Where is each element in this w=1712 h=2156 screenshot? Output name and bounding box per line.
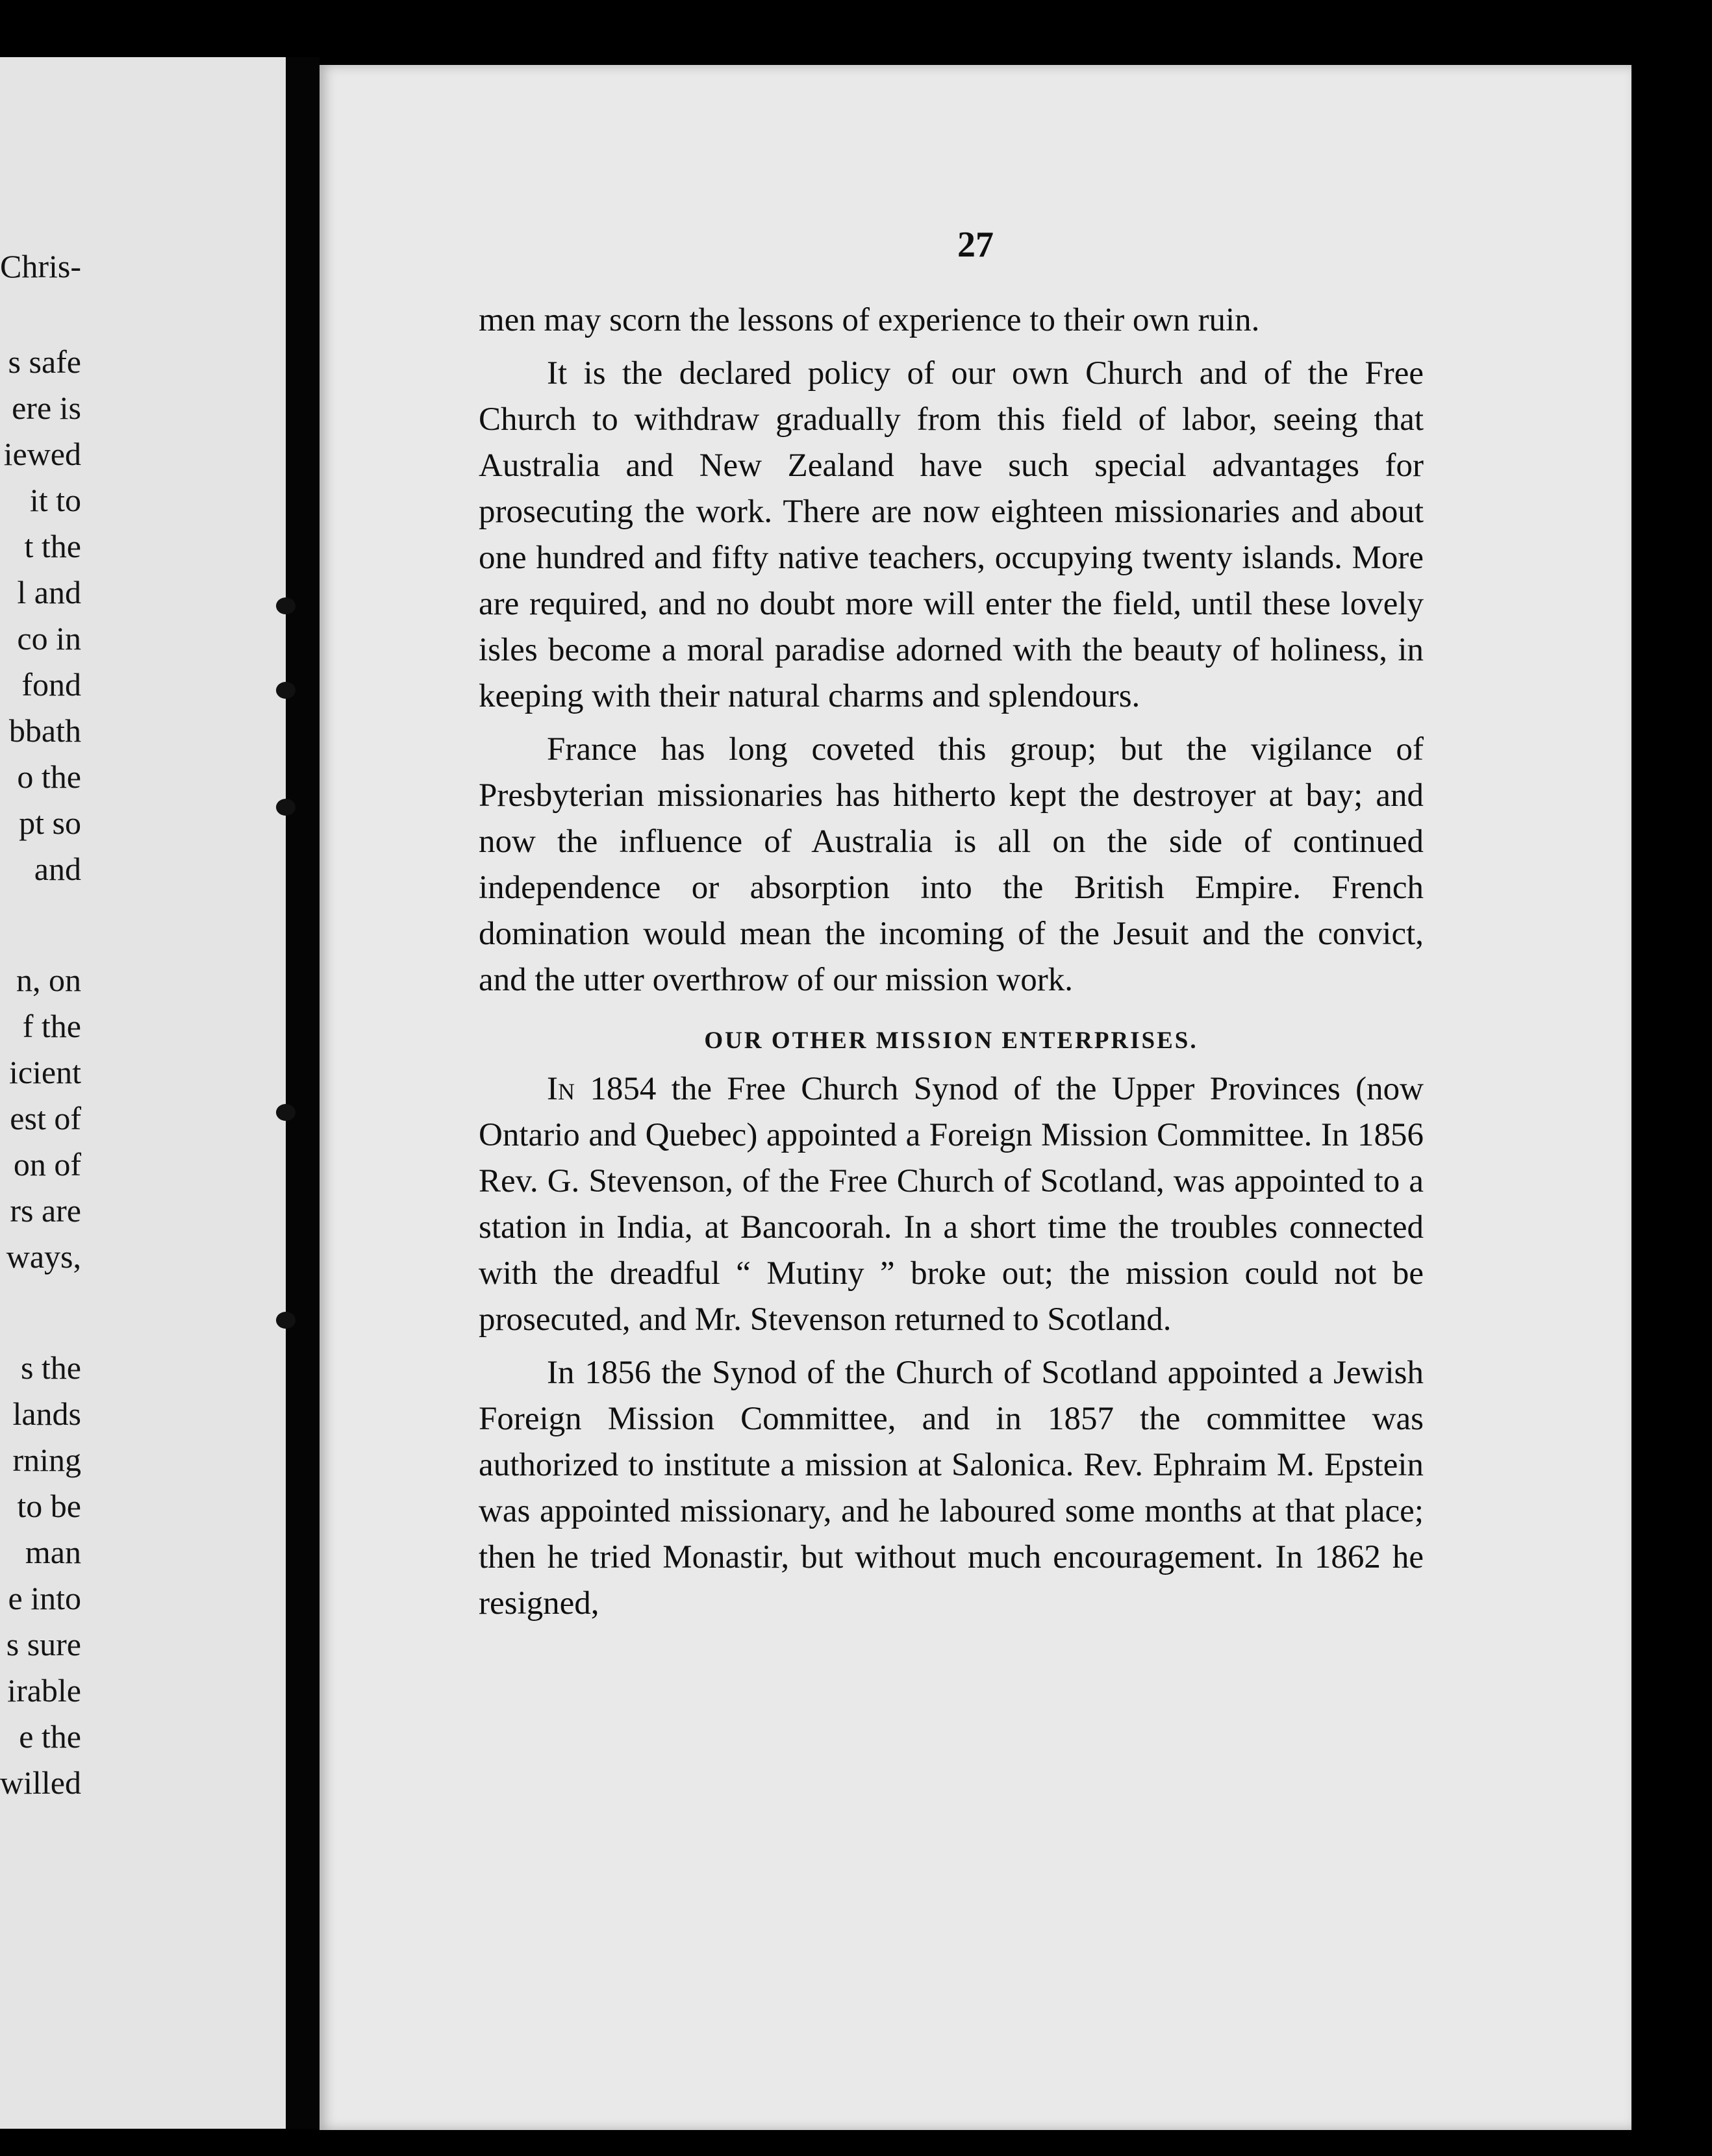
book-gutter [286,57,320,2129]
left-page-fragment: on of [13,1146,81,1183]
left-page-fragment: it to [29,482,81,518]
binding-clip [276,597,296,614]
paragraph-5: In 1856 the Synod of the Church of Scotland appointed a Jewish Foreign Mission Committee, and in 1857 the committee was authorized to institute a mission at Salonica. Rev. Ephraim M. Epstein was appointed missionary, and he laboured some months at that place; then he tried Monastir, but without much encouragement. In 1862 he resigned, [479,1355,1424,1622]
left-page-fragment: and [34,851,81,887]
binding-clip [276,1104,296,1121]
left-page-fragment: willed [0,1764,81,1801]
paragraph-4 [479,1066,1424,1343]
left-page-fragment: t the [24,528,81,564]
left-page-fragment: irable [7,1672,81,1709]
left-page-fragment: e the [19,1718,81,1755]
text-column [479,297,1424,1634]
left-page-fragment: ways, [6,1238,81,1275]
left-page-fragment: iewed [3,436,81,472]
binding-clip [276,799,296,816]
binding-clip [276,1312,296,1329]
left-page-fragment: Chris- [0,248,81,284]
left-page-fragment: l and [17,574,81,610]
paragraph-3: France has long coveted this group; but the vigilance of Presbyterian missionaries has hitherto kept the destroyer at bay; and now the influence of Australia is all on the side of continued independence or absorption into the British Empire. French domination would mean the incoming of the Jesuit and the convict, and the utter overthrow of our mission work. [479,731,1424,998]
left-page-fragment: ere is [12,390,81,426]
right-page [320,65,1631,2130]
left-page-fragment: to be [17,1488,81,1524]
left-page-fragment: e into [8,1580,81,1616]
left-page-fragment: o the [17,758,81,795]
left-page-fragment: est of [10,1100,81,1136]
left-page-fragment: s sure [6,1626,81,1662]
left-page-fragment: man [25,1534,81,1570]
paragraph-4-lead: In [547,1071,575,1107]
left-page-fragment: pt so [19,805,81,841]
left-page-fragment: co in [17,620,81,657]
left-page-fragment: fond [21,666,81,703]
left-page-fragment: f the [22,1008,81,1044]
paragraph-1: men may scorn the lessons of experience to their own ruin. [479,302,1260,338]
left-page-fragment: lands [12,1396,81,1432]
left-page-margin [0,57,286,2129]
left-page-fragment: s the [20,1349,81,1386]
left-page-fragment: s safe [8,344,81,380]
paragraph-4-body: 1854 the Free Church Synod of the Upper Provinces (now Ontario and Quebec) appointed a Foreign Mission Committee. In 1856 Rev. G. Stevenson, of the Free Church of Scotland, was appointed to a station in India, at Bancoorah. In a short time the troubles connected with the dreadful “ Mutiny ” broke out; the mission could not be prosecuted, and Mr. Stevenson returned to Scotland. [479,1071,1424,1338]
binding-clip [276,682,296,699]
left-page-fragment: icient [8,1054,81,1090]
paragraph-2: It is the declared policy of our own Church and of the Free Church to withdraw gradually from this field of labor, seeing that Australia and New Zealand have such special advantages for prosecuting the work. There are now eighteen missionaries and about one hundred and fifty native teachers, occupying twenty islands. More are required, and no doubt more will enter the field, until these lovely isles become a moral paradise adorned with the beauty of holiness, in keeping with their natural charms and splendours. [479,355,1424,714]
left-page-fragment: rs are [10,1192,81,1229]
left-page-fragment: bbath [8,712,81,749]
page-number: 27 [957,225,994,265]
left-page-fragment: rning [12,1442,81,1478]
section-heading: OUR OTHER MISSION ENTERPRISES. [704,1027,1198,1054]
left-page-fragment: n, on [16,962,81,998]
